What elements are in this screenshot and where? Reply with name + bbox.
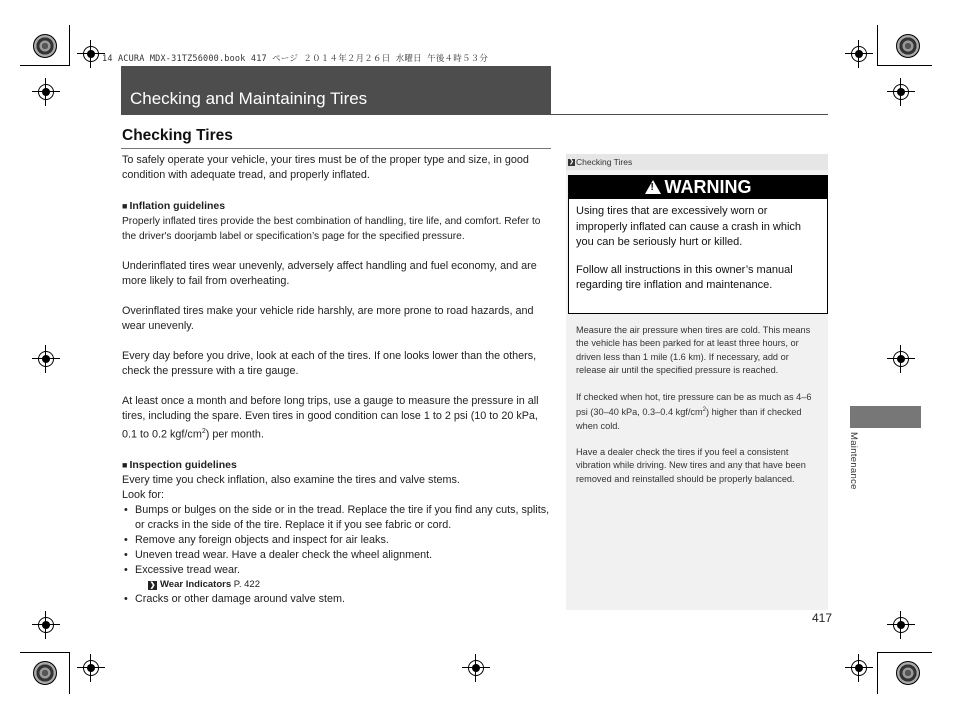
- registration-mark: [896, 34, 920, 58]
- intro-paragraph: To safely operate your vehicle, your tires must be of the proper type and size, in good condition with adequate tread, and properly inflated.: [122, 154, 529, 181]
- trim-line: [69, 25, 70, 65]
- trim-line: [20, 652, 70, 653]
- warning-header: !WARNING: [569, 176, 827, 199]
- print-header: 14 ACURA MDX-31TZ56000.book 417 ページ ２０１４年２月２６日 水曜日 午後４時５３分: [102, 54, 489, 64]
- trim-line: [69, 652, 70, 694]
- warning-paragraph-1: Using tires that are excessively worn or improperly inflated can cause a crash in which you can be seriously hurt or killed.: [576, 205, 802, 248]
- list-item: • Remove any foreign objects and inspect for air leaks.: [122, 533, 552, 548]
- look-for-label: Look for:: [122, 488, 165, 501]
- warning-box: [568, 175, 828, 314]
- crosshair-mark: [887, 611, 915, 639]
- chapter-tab-label: Maintenance: [848, 432, 859, 490]
- crosshair-mark: [845, 40, 873, 68]
- chapter-title: Checking and Maintaining Tires: [130, 89, 368, 108]
- crosshair-mark: [32, 78, 60, 106]
- inspection-list: [122, 503, 552, 578]
- inspection-paragraph: Every time you check inflation, also examine the tires and valve stems.: [122, 473, 460, 486]
- inflation-paragraph-1: Properly inflated tires provide the best combination of handling, tire life, and comfort. Refer to the driver's doorjamb label or specification’s page for the specified pressure.: [122, 216, 541, 242]
- list-item: • Uneven tread wear. Have a dealer check the wheel alignment.: [122, 548, 552, 563]
- inflation-paragraph-3: Overinflated tires make your vehicle ride harshly, are more prone to road hazards, and wear unevenly.: [122, 305, 534, 332]
- warning-body: [569, 199, 827, 294]
- crosshair-mark: [887, 345, 915, 373]
- list-item: • Cracks or other damage around valve stem.: [122, 592, 552, 607]
- section-title: Checking Tires: [122, 127, 233, 144]
- chapter-title-bar: [121, 66, 551, 114]
- trim-line: [877, 25, 878, 65]
- list-item: • Excessive tread wear.: [122, 563, 552, 578]
- list-item: • Bumps or bulges on the side or in the tread. Replace the tire if you find any cuts, splits, or cracks in the side of the tire. Replace it if you see fabric or cord.: [122, 503, 552, 533]
- crosshair-mark: [462, 654, 490, 682]
- inspection-list-cont: [122, 592, 552, 607]
- crosshair-mark: [32, 611, 60, 639]
- inflation-paragraph-2: Underinflated tires wear unevenly, adversely affect handling and fuel economy, and are more likely to fail from overheating.: [122, 260, 537, 287]
- trim-line: [877, 652, 878, 694]
- main-column: [122, 153, 552, 607]
- registration-mark: [33, 661, 57, 685]
- registration-mark: [896, 661, 920, 685]
- wear-indicators-link[interactable]: ❯ Wear Indicators P. 422: [149, 578, 260, 590]
- registration-mark: [33, 34, 57, 58]
- page-number: 417: [812, 611, 833, 625]
- sidebar-note-1: Measure the air pressure when tires are cold. This means the vehicle has been parked for at least three hours, or driven less than 1 mile (1.6 km). If necessary, add or release air until the specified pressure is reached.: [576, 325, 811, 376]
- crosshair-mark: [32, 345, 60, 373]
- inspection-heading: ■ Inspection guidelines: [122, 458, 552, 473]
- chapter-tab: [850, 406, 921, 428]
- trim-line: [877, 65, 932, 66]
- trim-line: [877, 652, 932, 653]
- sidebar-note-2: If checked when hot, tire pressure can be as much as 4–6 psi (30–40 kPa, 0.3–0.4 kgf/$cm^2$) higher than if checked when cold.: [576, 391, 812, 431]
- cross-reference-icon: ❯: [149, 581, 156, 589]
- trim-line: [20, 65, 70, 66]
- crosshair-mark: [845, 654, 873, 682]
- crosshair-mark: [77, 40, 105, 68]
- sidebar-note-3: Have a dealer check the tires if you feel a consistent vibration while driving. New tires and any that have been removed and reinstalled should be properly balanced.: [576, 446, 806, 484]
- inflation-heading: ■ Inflation guidelines: [122, 199, 552, 214]
- crosshair-mark: [887, 78, 915, 106]
- warning-paragraph-2: Follow all instructions in this owner’s manual regarding tire inflation and maintenance.: [576, 263, 793, 291]
- inflation-paragraph-4: Every day before you drive, look at each of the tires. If one looks lower than the others, check the pressure with a tire gauge.: [122, 350, 537, 377]
- section-rule: [121, 148, 551, 149]
- warning-triangle-icon: [645, 180, 661, 194]
- inflation-paragraph-5: At least once a month and before long trips, use a gauge to measure the pressure in all tires, including the spare. Even tires in good condition can lose 1 to 2 psi (10 to 20 kPa, 0.1 to 0.2 kgf/$cm^2$) per month.: [122, 395, 539, 441]
- cross-reference-icon: ❯: [568, 159, 575, 166]
- title-rule: [121, 114, 828, 115]
- sidebar-notes: [576, 324, 820, 486]
- sidebar-tag: ❯ Checking Tires: [566, 154, 828, 170]
- crosshair-mark: [77, 654, 105, 682]
